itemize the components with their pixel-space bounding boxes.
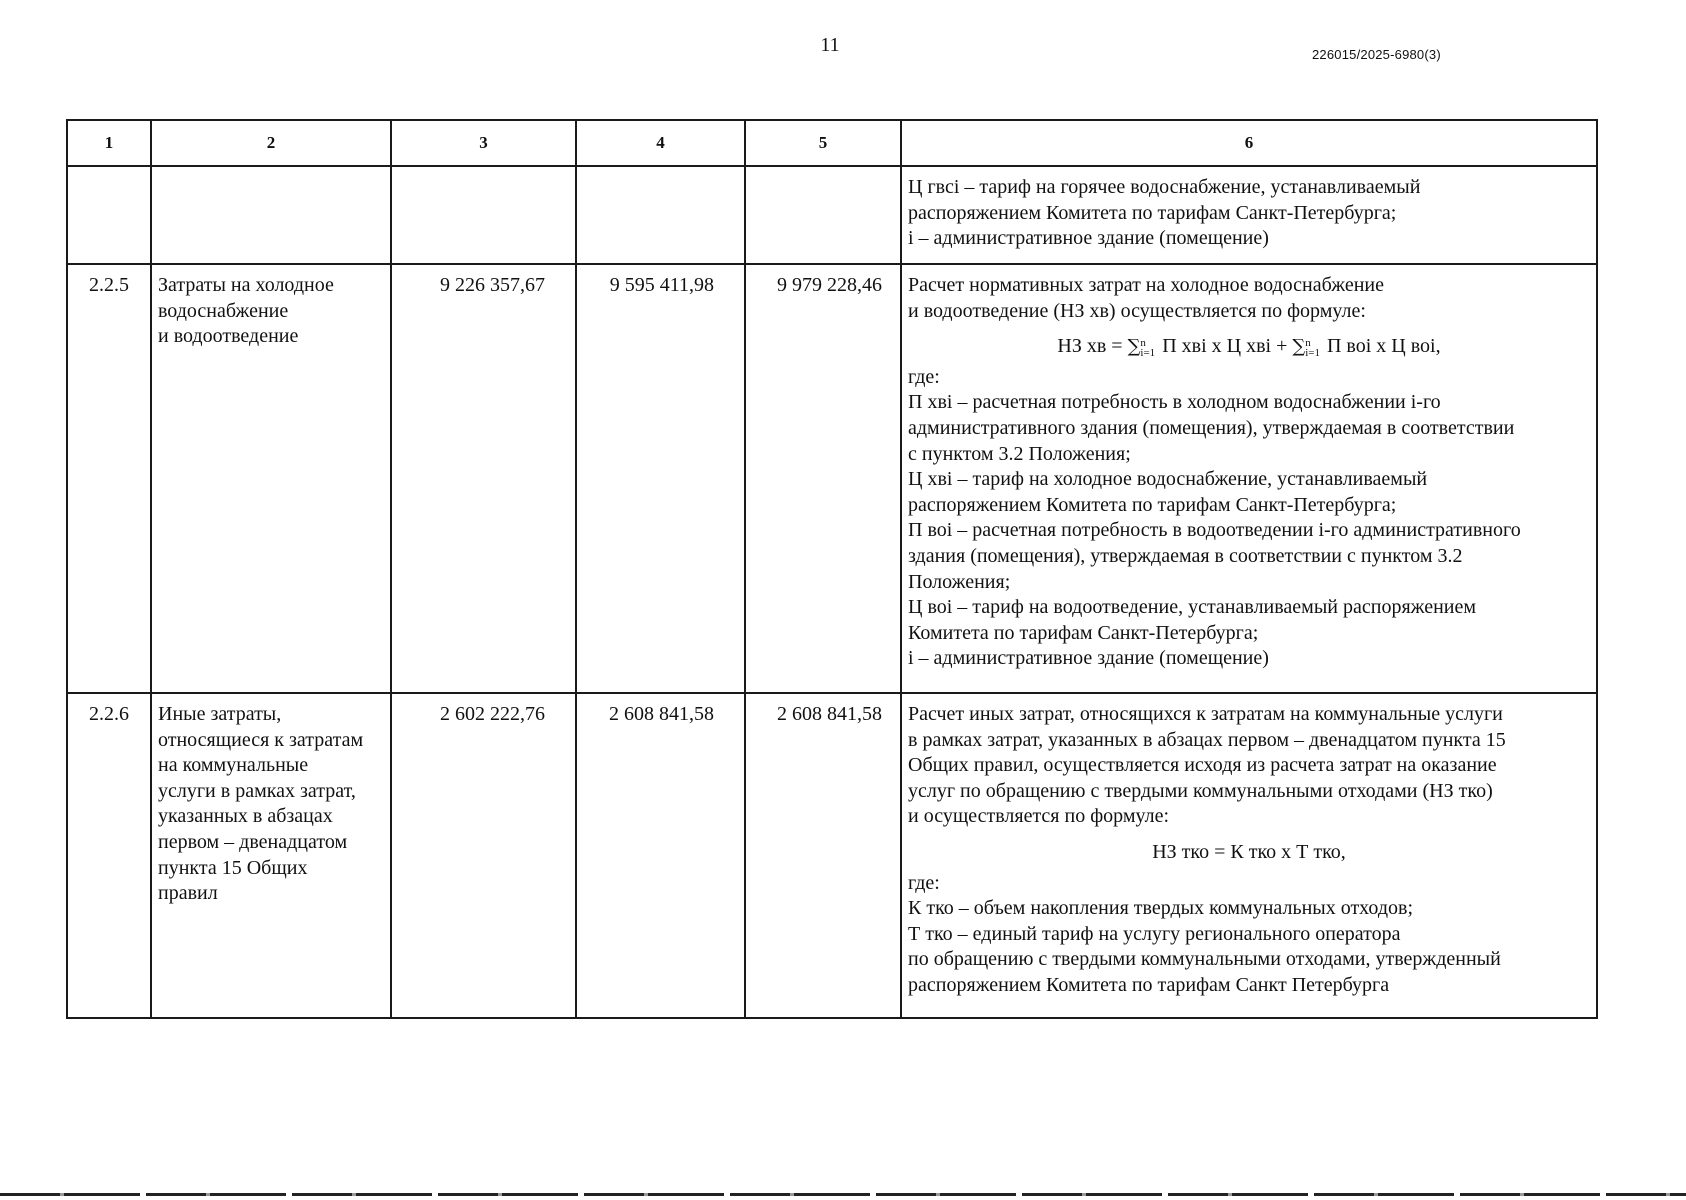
value-col3: 9 226 357,67 xyxy=(391,264,576,693)
text-line: первом – двенадцатом xyxy=(158,830,348,853)
text-line: Комитета по тарифам Санкт-Петербурга; xyxy=(908,621,1259,644)
cell-empty xyxy=(391,166,576,264)
text-line: распоряжением Комитета по тарифам Санкт-Петербурга; xyxy=(908,201,1397,224)
sum-limits xyxy=(1305,338,1320,358)
text-line: и водоотведение xyxy=(158,325,299,348)
text-line: и водоотведение (НЗ хв) осуществляется по формуле: xyxy=(908,299,1366,322)
text-line: Расчет нормативных затрат на холодное водоснабжение xyxy=(908,274,1385,296)
sum-upper: n xyxy=(1140,336,1146,349)
value-col4: 2 608 841,58 xyxy=(576,693,745,1018)
cell-empty xyxy=(745,166,901,264)
sigma-symbol: ∑ xyxy=(1292,336,1306,358)
table-row xyxy=(67,166,1597,264)
row-name xyxy=(151,693,391,1018)
value-col3: 2 602 222,76 xyxy=(391,693,576,1018)
document-id: 226015/2025-6980(3) xyxy=(1312,47,1441,62)
text-line: П хвi – расчетная потребность в холодном водоснабжении i-го xyxy=(908,391,1441,414)
formula-lhs: НЗ хв = xyxy=(1057,335,1123,358)
sum-lower: i=1 xyxy=(1140,346,1156,359)
cell-empty xyxy=(151,166,391,264)
text-line: где: xyxy=(908,365,940,388)
sum-upper: n xyxy=(1305,336,1311,349)
text-line: указанных в абзацах xyxy=(158,805,333,828)
description-cell xyxy=(901,264,1597,693)
text-line: i – административное здание (помещение) xyxy=(908,647,1269,670)
column-header: 6 xyxy=(901,120,1597,166)
text-line: по обращению с твердыми коммунальными отходами, утвержденный xyxy=(908,948,1501,971)
column-header: 5 xyxy=(745,120,901,166)
text-line: Затраты на холодное xyxy=(158,274,334,296)
table-row xyxy=(67,264,1597,693)
text-line: Ц хвi – тариф на холодное водоснабжение, устанавливаемый xyxy=(908,468,1428,491)
text-line: и осуществляется по формуле: xyxy=(908,805,1170,828)
page-number: 11 xyxy=(820,34,840,56)
text-line: с пунктом 3.2 Положения; xyxy=(908,442,1131,465)
text-line: Ц гвсi – тариф на горячее водоснабжение, устанавливаемый xyxy=(908,176,1421,198)
formula: НЗ тко = К тко х Т тко, xyxy=(1152,840,1346,863)
text-line: здания (помещения), утверждаемая в соответствии с пунктом 3.2 xyxy=(908,544,1463,567)
text-line: Иные затраты, xyxy=(158,703,282,725)
column-header: 4 xyxy=(576,120,745,166)
text-line: административного здания (помещения), утверждаемая в соответствии xyxy=(908,416,1515,439)
header-row xyxy=(67,120,1597,166)
sum-lower: i=1 xyxy=(1305,346,1320,359)
row-name xyxy=(151,264,391,693)
text-line: Т тко – единый тариф на услугу регионального оператора xyxy=(908,922,1401,945)
text-line: на коммунальные xyxy=(158,754,309,777)
row-code: 2.2.5 xyxy=(67,264,151,693)
text-line: водоснабжение xyxy=(158,299,289,322)
text-line: Ц воi – тариф на водоотведение, устанавливаемый распоряжением xyxy=(908,596,1477,619)
text-line: Положения; xyxy=(908,570,1011,593)
description-cell xyxy=(901,166,1597,264)
text-line: правил xyxy=(158,882,218,905)
column-header: 3 xyxy=(391,120,576,166)
text-line: услуг по обращению с твердыми коммунальными отходами (НЗ тко) xyxy=(908,779,1493,802)
formula-term: П хвi х Ц хвi + xyxy=(1162,335,1288,358)
sum-limits xyxy=(1140,338,1155,358)
value-col5: 2 608 841,58 xyxy=(745,693,901,1018)
formula xyxy=(908,334,1590,360)
column-header: 1 xyxy=(67,120,151,166)
description-cell xyxy=(901,693,1597,1018)
text-line: П воi – расчетная потребность в водоотведении i-го административного xyxy=(908,519,1521,542)
text-line: в рамках затрат, указанных в абзацах первом – двенадцатом пункта 15 xyxy=(908,728,1506,751)
text-line: относящиеся к затратам xyxy=(158,728,364,751)
text-line: Общих правил, осуществляется исходя из расчета затрат на оказание xyxy=(908,754,1497,777)
scan-bottom-rule xyxy=(0,1193,1686,1196)
row-code: 2.2.6 xyxy=(67,693,151,1018)
formula-term: П воi х Ц воi, xyxy=(1326,335,1441,358)
table-row xyxy=(67,693,1597,1018)
text-line: К тко – объем накопления твердых коммунальных отходов; xyxy=(908,897,1414,920)
cost-table xyxy=(66,119,1598,1019)
cell-empty xyxy=(576,166,745,264)
text-line: пункта 15 Общих xyxy=(158,856,308,879)
text-line: Расчет иных затрат, относящихся к затратам на коммунальные услуги xyxy=(908,703,1503,725)
column-header: 2 xyxy=(151,120,391,166)
text-line: распоряжением Комитета по тарифам Санкт-Петербурга; xyxy=(908,493,1397,516)
value-col4: 9 595 411,98 xyxy=(576,264,745,693)
text-line: где: xyxy=(908,871,940,894)
sigma-symbol: ∑ xyxy=(1127,336,1141,358)
text-line: i – административное здание (помещение) xyxy=(908,227,1269,250)
text-line: распоряжением Комитета по тарифам Санкт Петербурга xyxy=(908,973,1390,996)
text-line: услуги в рамках затрат, xyxy=(158,779,356,802)
cell-empty xyxy=(67,166,151,264)
value-col5: 9 979 228,46 xyxy=(745,264,901,693)
